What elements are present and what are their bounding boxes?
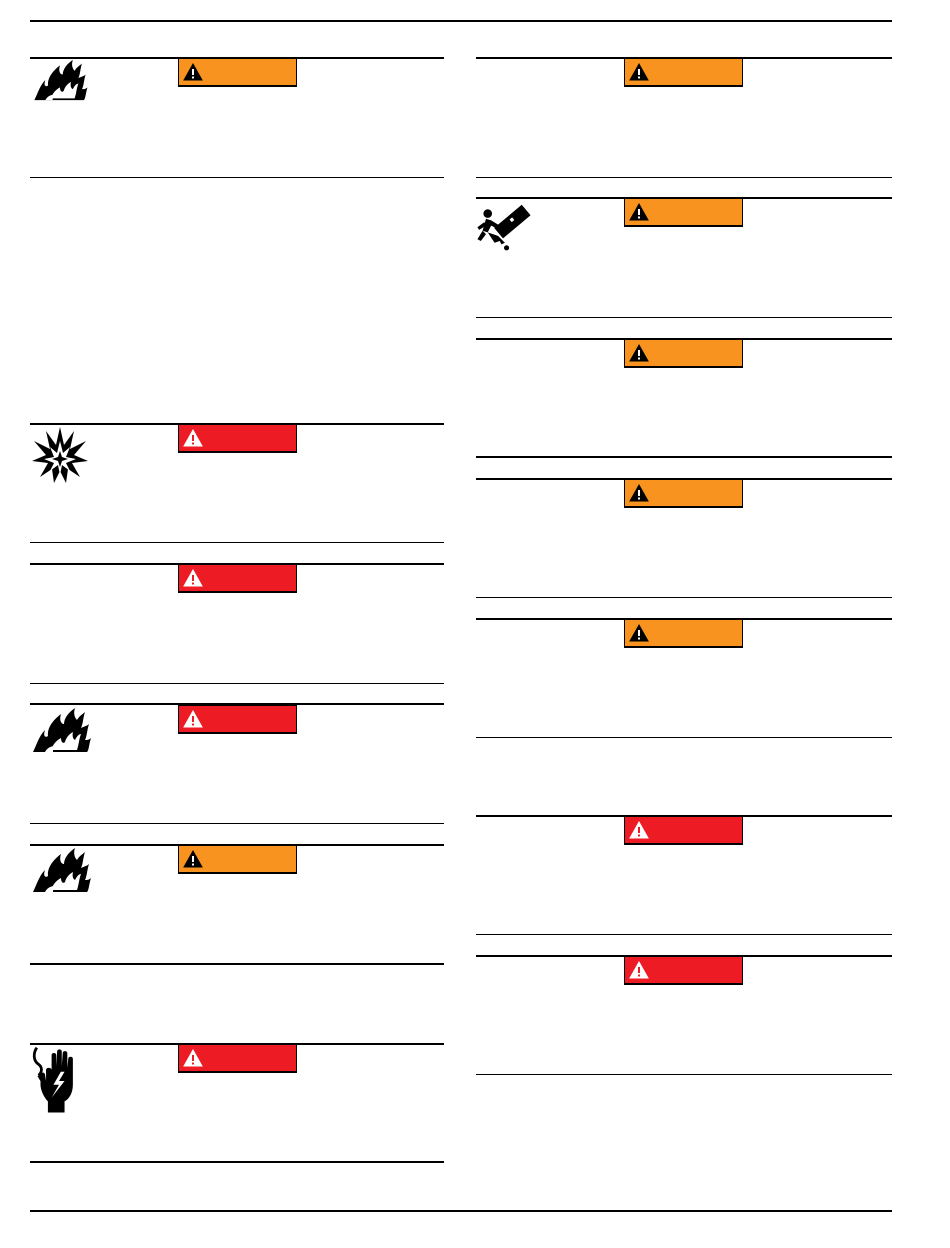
- danger-badge: [178, 564, 297, 593]
- danger-badge: [178, 424, 297, 453]
- danger-triangle-icon: [183, 429, 203, 447]
- explosion-icon: [30, 424, 90, 486]
- left-block-1-bottom-rule: [30, 177, 444, 178]
- right-block-4-bottom-rule: [476, 597, 892, 598]
- left-block-5-bottom-rule: [30, 963, 444, 965]
- electric-shock-icon: [30, 1044, 88, 1118]
- right-block-3-bottom-rule: [476, 456, 892, 458]
- page-top-rule: [30, 20, 892, 22]
- warning-triangle-icon: [629, 63, 649, 81]
- warning-badge: [624, 339, 743, 368]
- warning-triangle-icon: [629, 203, 649, 221]
- danger-badge: [178, 1044, 297, 1073]
- right-block-7-bottom-rule: [476, 1074, 892, 1075]
- danger-triangle-icon: [629, 961, 649, 979]
- warning-badge: [624, 58, 743, 87]
- warning-triangle-icon: [629, 624, 649, 642]
- warning-badge: [624, 619, 743, 648]
- danger-triangle-icon: [183, 710, 203, 728]
- falling-object-icon: [474, 200, 534, 258]
- warning-triangle-icon: [183, 850, 203, 868]
- left-block-6-bottom-rule: [30, 1161, 444, 1163]
- left-block-2-bottom-rule: [30, 542, 444, 543]
- flame-icon: [30, 58, 90, 102]
- right-block-5-bottom-rule: [476, 737, 892, 738]
- warning-triangle-icon: [183, 63, 203, 81]
- right-block-1-bottom-rule: [476, 177, 892, 178]
- danger-triangle-icon: [183, 1049, 203, 1067]
- flame-icon: [30, 706, 92, 754]
- right-block-2-bottom-rule: [476, 317, 892, 318]
- right-block-6-bottom-rule: [476, 934, 892, 935]
- flame-icon: [30, 846, 92, 894]
- left-block-3-bottom-rule: [30, 683, 444, 684]
- left-block-4-bottom-rule: [30, 823, 444, 824]
- danger-badge: [624, 956, 743, 985]
- danger-triangle-icon: [629, 821, 649, 839]
- warning-badge: [624, 479, 743, 508]
- warning-badge: [178, 845, 297, 874]
- page-bottom-rule: [30, 1210, 892, 1212]
- danger-badge: [624, 816, 743, 845]
- danger-triangle-icon: [183, 569, 203, 587]
- warning-triangle-icon: [629, 484, 649, 502]
- warning-triangle-icon: [629, 344, 649, 362]
- warning-badge: [178, 58, 297, 87]
- warning-badge: [624, 198, 743, 227]
- danger-badge: [178, 705, 297, 734]
